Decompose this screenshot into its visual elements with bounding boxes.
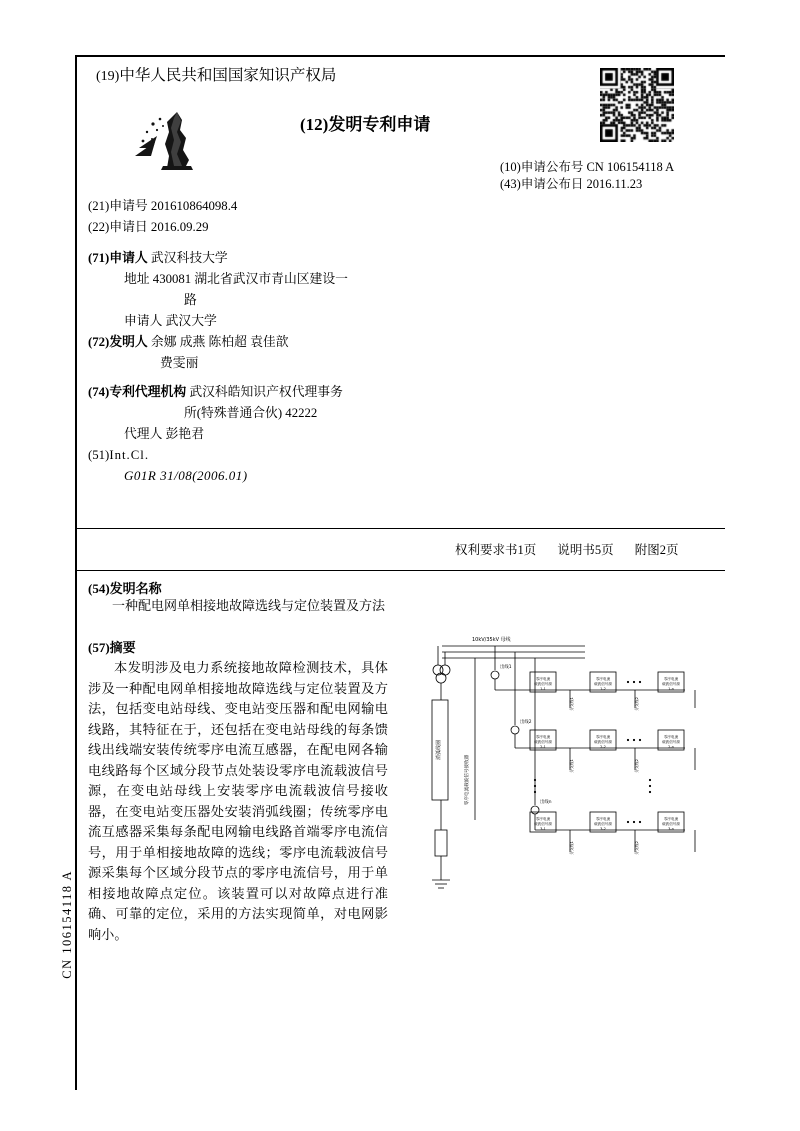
agency-value-2: 所(特殊普通合伙) 42222 bbox=[184, 406, 318, 420]
svg-text:2-n: 2-n bbox=[668, 745, 674, 749]
agency-row bbox=[88, 382, 518, 402]
app-no-value: 201610864098.4 bbox=[150, 199, 238, 213]
applicant-address-row bbox=[88, 269, 518, 289]
svg-text:载波信号源: 载波信号源 bbox=[534, 822, 552, 826]
abstract-heading bbox=[88, 637, 136, 656]
app-no-label: 申请号 bbox=[109, 199, 148, 213]
description-pages: 说明书5页 bbox=[557, 543, 614, 557]
page-count-line bbox=[455, 540, 697, 558]
pub-date-value: 2016.11.23 bbox=[586, 177, 643, 191]
applicant-row bbox=[88, 248, 518, 268]
agency-row-2 bbox=[88, 403, 518, 423]
applicant-code: (71) bbox=[88, 251, 110, 265]
side-publication-code: CN 106154118 A bbox=[60, 870, 74, 979]
bibliographic-block bbox=[88, 196, 518, 487]
abstract-text: 本发明涉及电力系统接地故障检测技术，具体涉及一种配电网单相接地故障选线与定位装置及方法，包括变电站母线、变电站变压器和配电网输电线路，其特征在于，还包括在变电站母线的每条馈线出线端安装传统零序电流互感器，在配电网各输电线路每个区域分段节点处装设零序电流载波信号源，在变电站母线上安装零序电流载波信号接收器，在变电站变压器处安装消弧线圈；传统零序电流互感器采集每条配电网输电线路首端零序电流信号，用于单相接地故障的选线；零序电流载波信号源采集每个区域分段节点的零序电流信号，用于单相接地故障点定位。该装置可以对故障点进行准确、可靠的定位，采用的方法实现简单，对电网影响小。 bbox=[88, 660, 388, 942]
ipc-label: Int.Cl. bbox=[109, 448, 150, 462]
sec57-code: (57) bbox=[88, 640, 110, 655]
svg-text:零序电流: 零序电流 bbox=[535, 817, 551, 821]
cnipa-emblem-icon bbox=[133, 108, 219, 172]
svg-text:分支线1: 分支线1 bbox=[569, 759, 574, 773]
drawings-pages: 附图2页 bbox=[634, 543, 679, 557]
svg-text:零序电流: 零序电流 bbox=[595, 735, 611, 739]
address-label: 地址 bbox=[124, 272, 150, 286]
svg-text:载波信号源: 载波信号源 bbox=[662, 822, 680, 826]
svg-text:载波信号源: 载波信号源 bbox=[594, 740, 612, 744]
svg-text:载波信号源: 载波信号源 bbox=[662, 682, 680, 686]
applicant2-label: 申请人 bbox=[124, 314, 163, 328]
applicant-address-row-2 bbox=[88, 290, 518, 310]
inventor-label: 发明人 bbox=[109, 335, 148, 349]
claims-pages: 权利要求书1页 bbox=[455, 543, 537, 557]
agent-value: 彭艳君 bbox=[165, 427, 204, 441]
svg-text:零序电流: 零序电流 bbox=[535, 735, 551, 739]
svg-text:出线2: 出线2 bbox=[520, 720, 532, 725]
abstract-figure bbox=[420, 630, 720, 960]
app-no-code: (21) bbox=[88, 199, 110, 213]
ipc-code: (51) bbox=[88, 448, 110, 462]
pub-no-code: (10) bbox=[500, 160, 521, 174]
sec54-code: (54) bbox=[88, 581, 110, 596]
inventor-value: 余娜 成燕 陈柏超 袁佳歆 bbox=[150, 335, 289, 349]
top-rule bbox=[75, 55, 725, 57]
svg-text:载波信号源: 载波信号源 bbox=[534, 682, 552, 686]
publication-number-line bbox=[500, 157, 674, 175]
svg-text:载波信号源: 载波信号源 bbox=[534, 740, 552, 744]
ipc-value-row bbox=[88, 466, 518, 486]
middle-rule bbox=[75, 528, 725, 529]
svg-text:3-1: 3-1 bbox=[540, 827, 546, 831]
agent-label: 代理人 bbox=[124, 427, 163, 441]
address-value: 430081 湖北省武汉市青山区建设一 bbox=[152, 272, 348, 286]
invention-title-heading bbox=[88, 578, 162, 597]
inventor-code: (72) bbox=[88, 335, 110, 349]
svg-text:3-n: 3-n bbox=[668, 827, 674, 831]
application-date-row bbox=[88, 217, 518, 237]
doc-type-label: 发明专利申请 bbox=[328, 115, 431, 134]
applicant2-value: 武汉大学 bbox=[165, 314, 217, 328]
svg-text:分支线2: 分支线2 bbox=[634, 697, 639, 711]
svg-text:1-n: 1-n bbox=[668, 687, 674, 691]
agency-value: 武汉科皓知识产权代理事务 bbox=[189, 385, 343, 399]
svg-text:零序电流: 零序电流 bbox=[663, 735, 679, 739]
office-heading bbox=[96, 63, 336, 85]
svg-text:消弧线圈: 消弧线圈 bbox=[436, 739, 442, 761]
svg-text:零序电流: 零序电流 bbox=[595, 677, 611, 681]
applicant-value: 武汉科技大学 bbox=[150, 251, 228, 265]
pub-no-label: 申请公布号 bbox=[520, 160, 584, 174]
svg-text:载波信号源: 载波信号源 bbox=[594, 682, 612, 686]
svg-text:10kV/35kV 母线: 10kV/35kV 母线 bbox=[472, 637, 511, 643]
svg-text:分支线1: 分支线1 bbox=[569, 841, 574, 855]
svg-text:出线n: 出线n bbox=[540, 800, 552, 805]
doc-type-code: (12) bbox=[300, 115, 329, 134]
pub-date-label: 申请公布日 bbox=[520, 177, 584, 191]
publication-date-line bbox=[500, 174, 642, 192]
application-number-row bbox=[88, 196, 518, 216]
svg-text:零序电流载波信号接收器: 零序电流载波信号接收器 bbox=[465, 754, 470, 806]
svg-text:零序电流: 零序电流 bbox=[663, 677, 679, 681]
svg-text:分支线2: 分支线2 bbox=[634, 841, 639, 855]
invention-title: 一种配电网单相接地故障选线与定位装置及方法 bbox=[112, 598, 386, 613]
agent-row bbox=[88, 424, 518, 444]
document-type-heading bbox=[300, 110, 430, 135]
address-value-2: 路 bbox=[184, 293, 197, 307]
svg-text:载波信号源: 载波信号源 bbox=[594, 822, 612, 826]
svg-text:载波信号源: 载波信号源 bbox=[662, 740, 680, 744]
inventor-row-2 bbox=[88, 353, 518, 373]
bottom-rule bbox=[75, 570, 725, 571]
svg-text:2-2: 2-2 bbox=[600, 745, 606, 749]
app-date-code: (22) bbox=[88, 220, 110, 234]
svg-text:2-1: 2-1 bbox=[540, 745, 546, 749]
inventor-value-2: 费雯丽 bbox=[160, 356, 199, 370]
app-date-value: 2016.09.29 bbox=[150, 220, 209, 234]
app-date-label: 申请日 bbox=[109, 220, 148, 234]
svg-text:1-2: 1-2 bbox=[600, 687, 606, 691]
svg-text:3-2: 3-2 bbox=[600, 827, 606, 831]
svg-text:分支线2: 分支线2 bbox=[634, 759, 639, 773]
svg-text:零序电流: 零序电流 bbox=[663, 817, 679, 821]
sec54-label: 发明名称 bbox=[109, 581, 162, 596]
qr-code bbox=[600, 68, 674, 142]
svg-text:1-1: 1-1 bbox=[540, 687, 546, 691]
sec57-label: 摘要 bbox=[109, 640, 136, 655]
inventor-row bbox=[88, 332, 518, 352]
agency-label: 专利代理机构 bbox=[109, 385, 187, 399]
ipc-row bbox=[88, 445, 518, 465]
svg-text:分支线1: 分支线1 bbox=[569, 697, 574, 711]
office-code: (19) bbox=[96, 69, 120, 84]
svg-text:出线1: 出线1 bbox=[500, 665, 512, 670]
applicant2-row bbox=[88, 311, 518, 331]
agency-code: (74) bbox=[88, 385, 110, 399]
pub-date-code: (43) bbox=[500, 177, 521, 191]
applicant-label: 申请人 bbox=[109, 251, 148, 265]
ipc-value: G01R 31/08(2006.01) bbox=[124, 468, 248, 483]
office-name: 中华人民共和国国家知识产权局 bbox=[119, 67, 337, 84]
left-rule bbox=[75, 55, 77, 1090]
svg-text:零序电流: 零序电流 bbox=[595, 817, 611, 821]
pub-no-value: CN 106154118 A bbox=[586, 160, 675, 174]
svg-text:零序电流: 零序电流 bbox=[535, 677, 551, 681]
